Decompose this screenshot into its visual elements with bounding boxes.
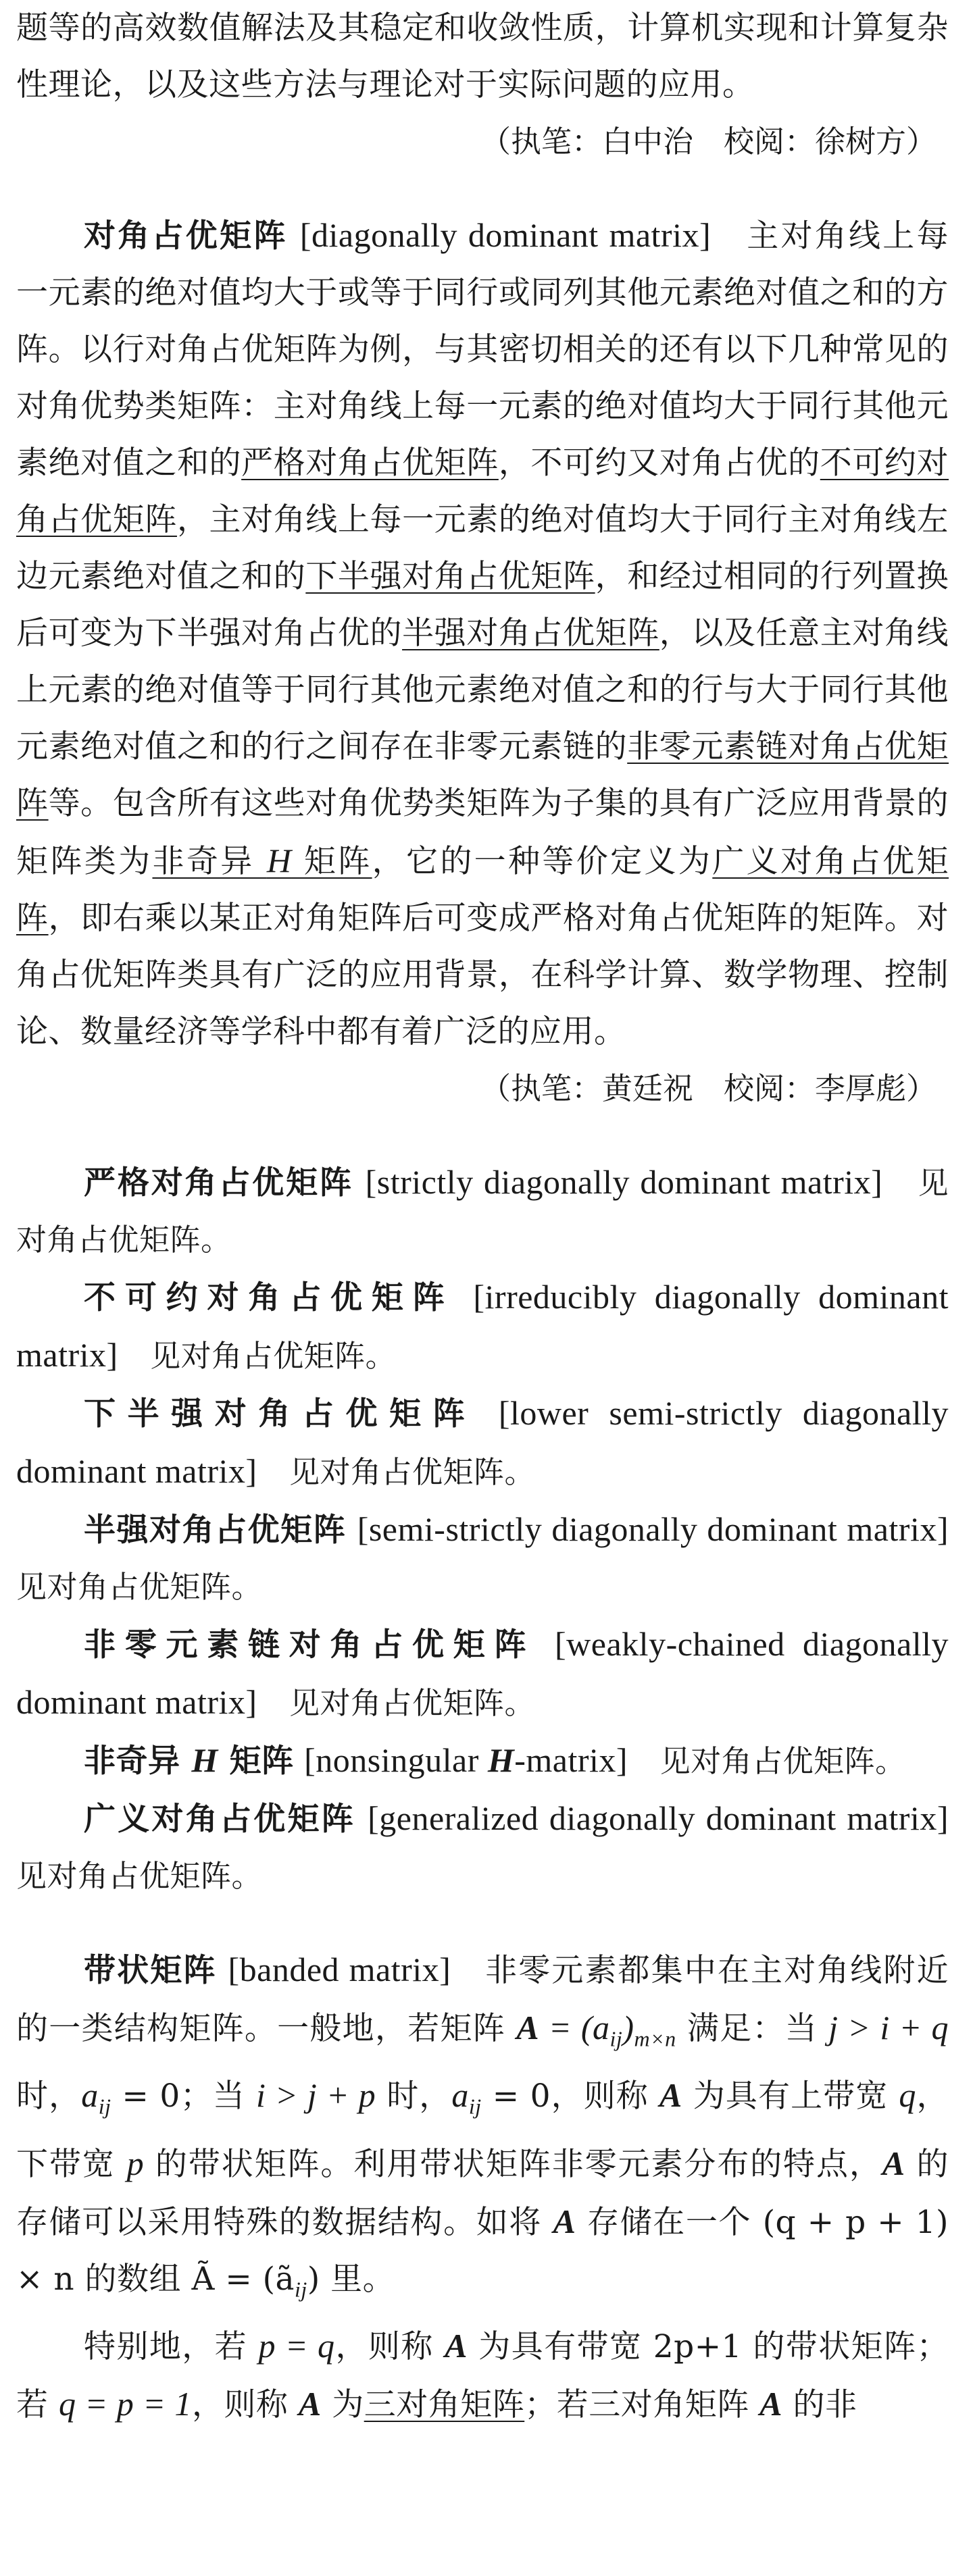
term-part: 非奇异 [152,843,267,880]
headword: 半强对角占优矩阵 [84,1512,347,1549]
entry-text: 存储在一个 (q + p + 1) × n 的数组 Ã = (ã [16,2203,949,2298]
entry-banded-matrix [16,1941,949,2317]
entry-text: 特别地，若 [84,2328,259,2366]
headword: 对角占优矩阵 [84,217,288,255]
intro-text: 题等的高效数值解法及其稳定和收敛性质，计算机实现和计算复杂性理论，以及这些方法与理论对于实际问题的应用。 [16,9,949,103]
headword: 下半强对角占优矩阵 [84,1395,477,1433]
math-expr: = (a [539,2009,610,2046]
entry-text: 时， [16,2078,82,2115]
math-expr: ) [622,2009,634,2046]
term-part: 矩阵 [291,843,372,880]
term-link[interactable]: 广义对角占优矩阵 [16,843,949,937]
english-part: [nonsingular [304,1741,488,1779]
math-symbol: A [298,2385,322,2423]
math-symbol: A [659,2076,682,2115]
entry-text: ，它的一种等价定义为 [372,843,713,880]
ddm-credit-text: （执笔：黄廷祝 校阅：李厚彪） [480,1071,937,1106]
math-symbol: H [487,1741,515,1779]
entry-text: ，则称 [334,2328,445,2366]
headword: 严格对角占优矩阵 [84,1164,353,1202]
math-expr: p = q [258,2327,335,2365]
math-expr: q = p = 1 [58,2385,192,2423]
see-reference[interactable]: 见对角占优矩阵。 [150,1338,397,1374]
see-reference[interactable]: 见对角占优矩阵。 [289,1685,536,1721]
math-sub: ij [609,2026,623,2051]
math-symbol: A [516,2009,540,2046]
english-term: [lower semi-strictly diagonally dominant matrix] [16,1394,949,1490]
math-expr: p [126,2144,145,2182]
entry-text: 的存储可以采用特殊的数据结构。如将 [16,2145,949,2241]
math-symbol: H [266,842,292,879]
entry-text: 为 [321,2386,364,2424]
headword: 广义对角占优矩阵 [84,1801,355,1838]
xref-entry [16,1268,949,1385]
entry-text: ，主对角线上每一元素的绝对值均大于同行主对角线左边元素绝对值之和的 [16,501,949,595]
see-reference[interactable]: 见对角占优矩阵。 [16,1569,263,1605]
english-term: [banded matrix] [228,1951,451,1988]
entry-text: ，以及任意主对角线上元素的绝对值等于同行其他元素绝对值之和的行与大于同行其他元素绝对值之和的行之间存在非零元素链的 [16,615,949,765]
math-expr: j > i + q [828,2009,949,2046]
math-sub: ij [295,2277,307,2302]
math-expr: a [451,2076,469,2115]
math-symbol: A [553,2202,576,2240]
intro-paragraph [16,0,949,113]
english-term: [irreducibly diagonally dominant matrix] [16,1278,949,1374]
english-term: [generalized diagonally dominant matrix] [368,1799,949,1837]
math-sub: ij [468,2094,482,2119]
entry-text: 的非 [782,2386,857,2424]
english-term: [weakly-chained diagonally dominant matrix] [16,1625,949,1721]
headword-part: 矩阵 [218,1743,294,1780]
xref-entry [16,1385,949,1501]
xref-entry [16,1154,949,1268]
xref-entry [16,1616,949,1732]
term-link[interactable]: 严格对角占优矩阵 [241,444,499,482]
term-link[interactable]: 不可约对角占优矩阵 [16,444,949,538]
entry-text: 的带状矩阵。利用带状矩阵非零元素分布的特点， [144,2145,882,2183]
headword-part: 非奇异 [84,1743,192,1780]
math-symbol: A [759,2385,783,2423]
entry-text: ，下带宽 [16,2078,949,2183]
see-reference[interactable]: 见对角占优矩阵。 [659,1743,906,1779]
see-reference[interactable]: 见对角占优矩阵。 [16,1165,949,1258]
entry-text: ；若三对角矩阵 [524,2386,760,2424]
headword [84,1743,294,1780]
entry-text: ，即右乘以某正对角矩阵后可变成严格对角占优矩阵的矩阵。对角占优矩阵类具有广泛的应用背景，在科学计算、数学物理、控制论、数量经济等学科中都有着广泛的应用。 [16,900,949,1050]
entry-text: ，则称 [191,2386,299,2424]
entry-text: 时， [376,2078,452,2115]
entry-text: 满足：当 [676,2010,829,2047]
english-term: [semi-strictly diagonally dominant matrix] [357,1510,949,1548]
math-expr: q [899,2076,916,2115]
headword: 非零元素链对角占优矩阵 [84,1626,536,1664]
entry-text: ，不可约又对角占优的 [498,444,820,482]
xref-list [16,1154,949,1905]
math-symbol: A [882,2144,905,2182]
xref-entry [16,1501,949,1616]
entry-text: 等。包含所有这些对角优势类矩阵为子集的具有广泛应用背景的矩阵类为 [16,785,949,880]
entry-text: ) 里。 [307,2260,395,2298]
english-term: [diagonally dominant matrix] [299,216,712,254]
term-link[interactable]: 半强对角占优矩阵 [402,615,659,652]
term-link[interactable]: 非零元素链对角占优矩阵 [16,728,949,822]
entry-diagonally-dominant [16,207,949,1060]
entry-text: 非零元素都集中在主对角线附近的一类结构矩阵。一般地，若矩阵 [16,1952,949,2047]
english-part: -matrix] [514,1741,628,1779]
headword: 不可约对角占优矩阵 [84,1279,454,1316]
math-symbol: A [445,2327,468,2365]
english-term [304,1741,628,1779]
entry-text: = 0；当 [111,2078,257,2115]
intro-credit [16,113,949,170]
entry-text: ，和经过相同的行列置换后可变为下半强对角占优的 [16,558,949,652]
see-reference[interactable]: 见对角占优矩阵。 [16,1858,263,1894]
headword: 带状矩阵 [84,1952,217,1989]
math-expr: a [81,2076,99,2115]
math-sub: ij [98,2094,111,2119]
entry-text: 为具有带宽 2p+1 的带状矩阵；若 [16,2328,949,2424]
banded-paragraph-2 [16,2317,949,2433]
entry-text: = 0，则称 [481,2078,659,2115]
english-term: [strictly diagonally dominant matrix] [365,1163,883,1201]
term-link[interactable]: 下半强对角占优矩阵 [305,558,595,595]
math-sub: m×n [634,2026,676,2051]
ddm-credit [16,1060,949,1117]
math-expr: i > j + p [256,2076,376,2115]
entry-text: 为具有上带宽 [682,2078,899,2115]
term-link[interactable]: 三对角矩阵 [364,2386,525,2424]
math-symbol: H [191,1741,218,1779]
intro-credit-text: （执笔：白中治 校阅：徐树方） [480,124,937,159]
xref-entry [16,1790,949,1905]
entry-text: 主对角线上每一元素的绝对值均大于或等于同行或同列其他元素绝对值之和的方阵。以行对角占优矩阵为例，与其密切相关的还有以下几种常见的对角优势类矩阵：主对角线上每一元素的绝对值均大于同行其他元素绝对值之和的 [16,217,949,482]
term-link-nonsingular-h[interactable] [152,843,372,880]
xref-entry-nonsingular-h [16,1732,949,1790]
see-reference[interactable]: 见对角占优矩阵。 [289,1454,536,1490]
